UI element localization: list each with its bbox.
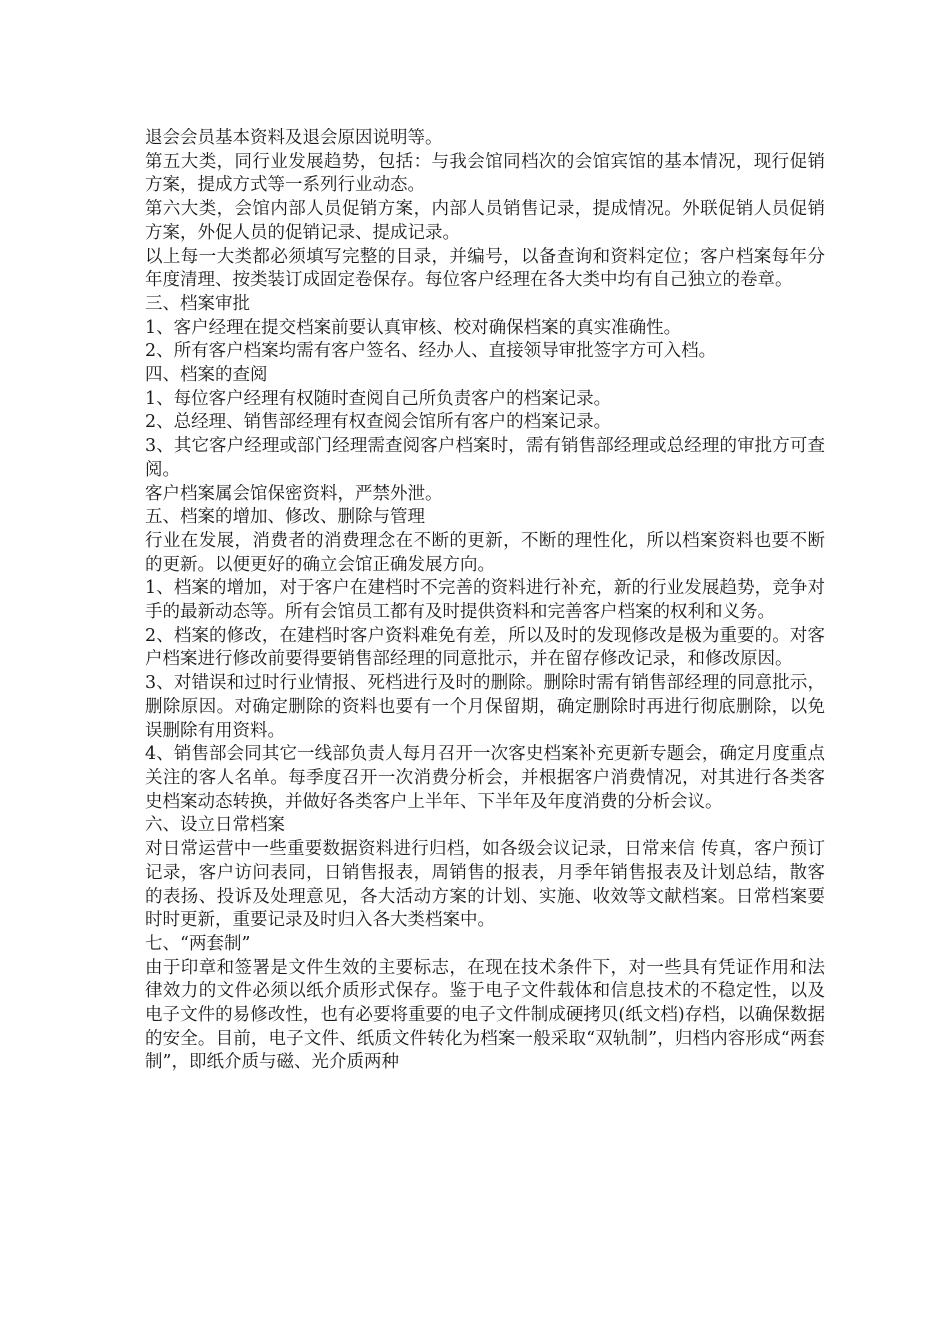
section-heading: 七、“两套制” [145, 933, 251, 954]
paragraph: 退会会员基本资料及退会原因说明等。 [145, 128, 443, 148]
document-body [145, 127, 825, 1075]
paragraph: 行业在发展，消费者的消费理念在不断的更新，不断的理性化，所以档案资料也要不断的更新。以便更好的确立会馆正确发展方向。 [145, 530, 825, 575]
paragraph: 1、客户经理在提交档案前要认真审核、校对确保档案的真实准确性。 [145, 317, 682, 338]
paragraph: 2、总经理、销售部经理有权查阅会馆所有客户的档案记录。 [145, 412, 612, 433]
paragraph: 4、销售部会同其它一线部负责人每月召开一次客史档案补充更新专题会，确定月度重点关注的客人名单。每季度召开一次消费分析会，并根据客户消费情况，对其进行各类客史档案动态转换，并做好各类客户上半年、下半年及年度消费的分析会议。 [145, 744, 825, 812]
section-heading: 三、档案审批 [145, 293, 250, 314]
paragraph: 1、每位客户经理有权随时查阅自己所负责客户的档案记录。 [145, 388, 612, 409]
paragraph: 第五大类，同行业发展趋势，包括：与我会馆同档次的会馆宾馆的基本情况，现行促销方案，提成方式等一系列行业动态。 [145, 151, 825, 196]
section-heading: 四、档案的查阅 [145, 365, 268, 386]
paragraph: 对日常运营中一些重要数据资料进行归档，如各级会议记录，日常来信 传真，客户预订记录，客户访问表同，日销售报表，周销售的报表，月季年销售报表及计划总结，散客的表扬、投诉及处理意见，各大活动方案的计划、实施、收效等文献档案。日常档案要时时更新，重要记录及时归入各大类档案中。 [145, 839, 825, 931]
paragraph: 3、其它客户经理或部门经理需查阅客户档案时，需有销售部经理或总经理的审批方可查阅。 [145, 436, 825, 480]
paragraph: 2、档案的修改，在建档时客户资料难免有差，所以及时的发现修改是极为重要的。对客户档案进行修改前要得要销售部经理的同意批示，并在留存修改记录，和修改原因。 [145, 625, 825, 670]
paragraph: 2、所有客户档案均需有客户签名、经办人、直接领导审批签字方可入档。 [145, 341, 717, 362]
section-heading: 六、设立日常档案 [145, 815, 285, 836]
paragraph: 1、档案的增加，对于客户在建档时不完善的资料进行补充，新的行业发展趋势，竞争对手的最新动态等。所有会馆员工都有及时提供资料和完善客户档案的权利和义务。 [145, 578, 825, 623]
paragraph: 第六大类，会馆内部人员促销方案，内部人员销售记录，提成情况。外联促销人员促销方案，外促人员的促销记录、提成记录。 [145, 199, 825, 243]
paragraph: 客户档案属会馆保密资料，严禁外泄。 [145, 483, 443, 504]
paragraph: 3、对错误和过时行业情报、死档进行及时的删除。删除时需有销售部经理的同意批示，删除原因。对确定删除的资料也要有一个月保留期，确定删除时再进行彻底删除，以免误删除有用资料。 [145, 673, 825, 741]
paragraph: 以上每一大类都必须填写完整的目录，并编号，以备查询和资料定位；客户档案每年分年度清理、按类装订成固定卷保存。每位客户经理在各大类中均有自己独立的卷章。 [145, 246, 825, 291]
section-heading: 五、档案的增加、修改、删除与管理 [145, 507, 425, 528]
paragraph: 由于印章和签署是文件生效的主要标志，在现在技术条件下，对一些具有凭证作用和法律效力的文件必须以纸介质形式保存。鉴于电子文件载体和信息技术的不稳定性，以及电子文件的易修改性，也有必要将重要的电子文件制成硬拷贝(纸文档)存档，以确保数据的安全。目前，电子文件、纸质文件转化为档案一般采取“双轨制”，归档内容形成“两套制”，即纸介质与磁、光介质两种 [145, 957, 825, 1073]
